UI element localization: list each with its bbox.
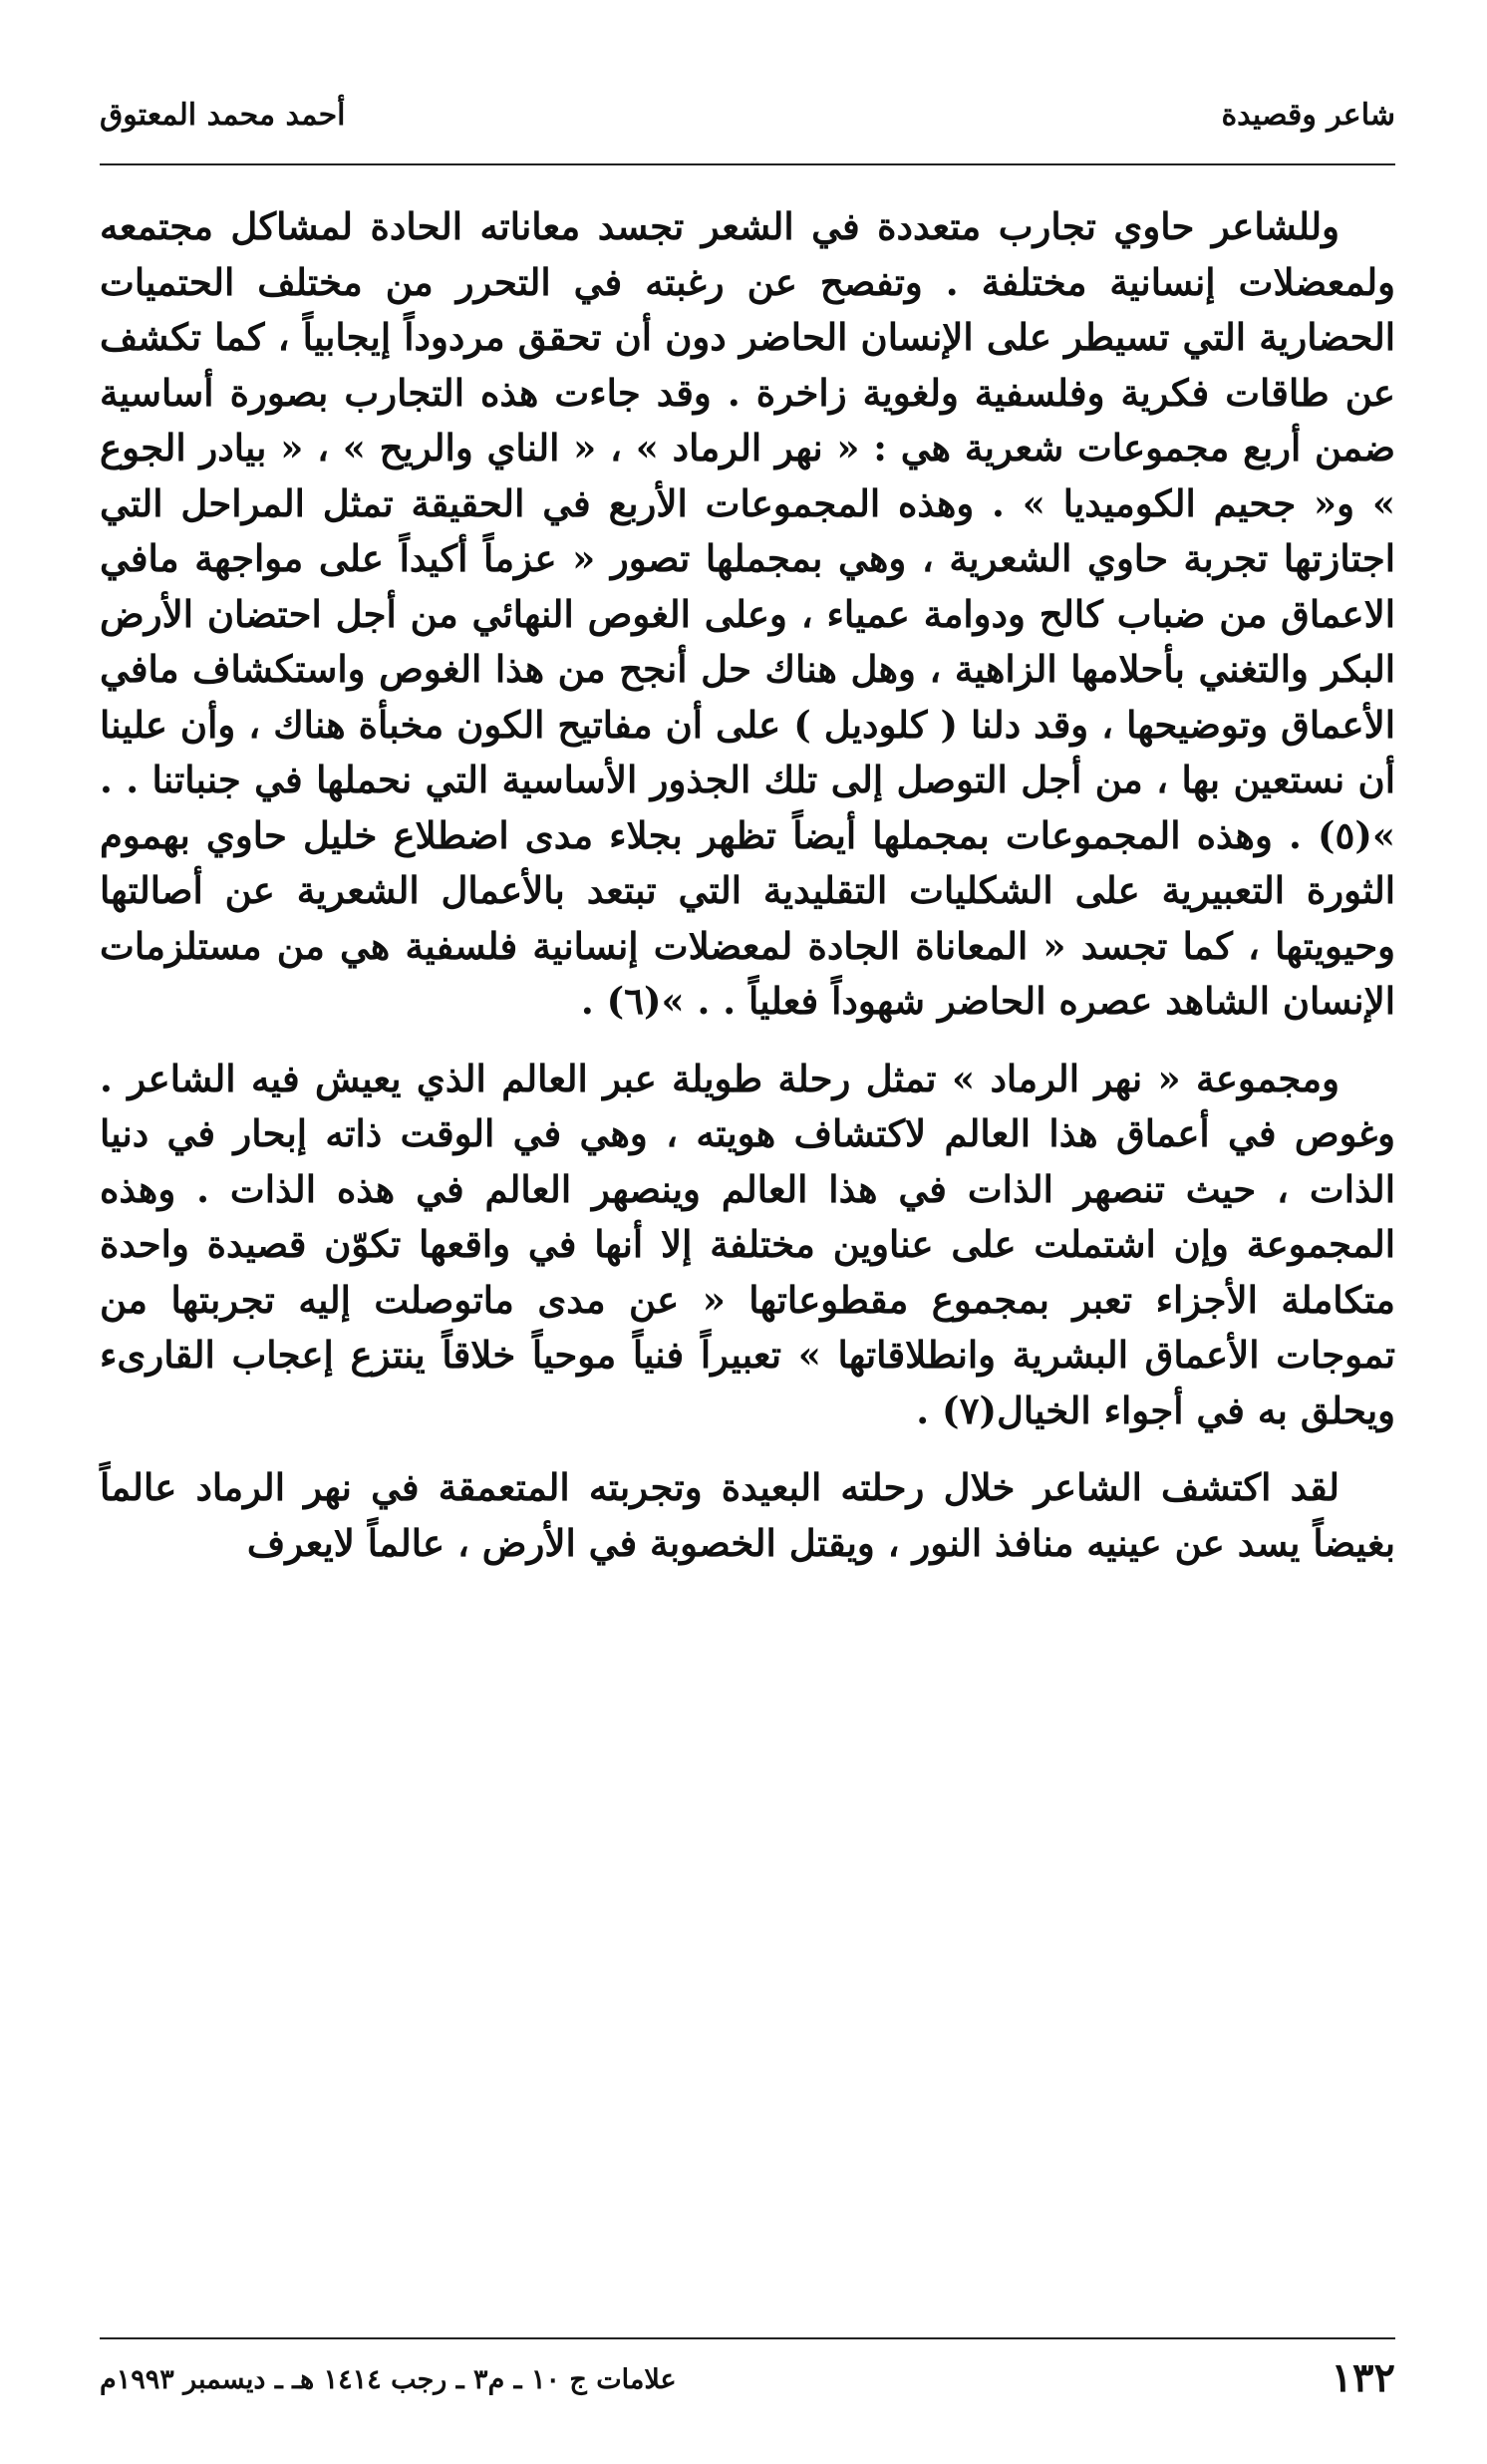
- journal-citation: علامات ج ١٠ ـ م٣ ـ رجب ١٤١٤ هـ ـ ديسمبر ١٩٩٣م: [100, 2364, 677, 2395]
- section-title: شاعر وقصيدة: [1221, 98, 1395, 133]
- running-header: [100, 96, 1395, 146]
- page-footer: [100, 2352, 1395, 2412]
- page-number: ١٣٢: [1331, 2354, 1395, 2401]
- footer-divider: [100, 2337, 1395, 2339]
- paragraph: لقد اكتشف الشاعر خلال رحلته البعيدة وتجربته المتعمقة في نهر الرماد عالماً بغيضاً يسد عن عينيه منافذ النور ، ويقتل الخصوبة في الأرض ، عالماً لايعرف: [100, 1465, 1395, 1565]
- header-divider: [100, 163, 1395, 165]
- article-body: [100, 199, 1395, 1571]
- author-name: أحمد محمد المعتوق: [100, 98, 346, 133]
- paragraph: ومجموعة « نهر الرماد » تمثل رحلة طويلة عبر العالم الذي يعيش فيه الشاعر . وغوص في أعماق هذا العالم لاكتشاف هويته ، وهي في الوقت ذاته إبحار في دنيا الذات ، حيث تنصهر الذات في هذا العالم وينصهر العالم في هذه الذات . وهذه المجموعة وإن اشتملت على عناوين مختلفة إلا أنها في واقعها تكوّن قصيدة واحدة متكاملة الأجزاء تعبر بمجموع مقطوعاتها « عن مدى ماتوصلت إليه تجربتها من تموجات الأعماق البشرية وانطلاقاتها » تعبيراً فنياً موحياً خلاقاً ينتزع إعجاب القارىء ويحلق به في أجواء الخيال(٧) .: [100, 1056, 1395, 1432]
- paragraph: وللشاعر حاوي تجارب متعددة في الشعر تجسد معاناته الحادة لمشاكل مجتمعه ولمعضلات إنسانية مختلفة . وتفصح عن رغبته في التحرر من مختلف الحتميات الحضارية التي تسيطر على الإنسان الحاضر دون أن تحقق مردوداً إيجابياً ، كما تكشف عن طاقات فكرية وفلسفية ولغوية زاخرة . وقد جاءت هذه التجارب بصورة أساسية ضمن أربع مجموعات شعرية هي : « نهر الرماد » ، « الناي والريح » ، « بيادر الجوع » و« جحيم الكوميديا » . وهذه المجموعات الأربع في الحقيقة تمثل المراحل التي اجتازتها تجربة حاوي الشعرية ، وهي بمجملها تصور « عزماً أكيداً على مواجهة مافي الاعماق من ضباب كالح ودوامة عمياء ، وعلى الغوص النهائي من أجل احتضان الأرض البكر والتغني بأحلامها الزاهية ، وهل هناك حل أنجح من هذا الغوص واستكشاف مافي الأعماق وتوضيحها ، وقد دلنا ( كلوديل ) على أن مفاتيح الكون مخبأة هناك ، وأن علينا أن نستعين بها ، من أجل التوصل إلى تلك الجذور الأساسية التي نحملها في جنباتنا . . »(٥) . وهذه المجموعات بمجملها أيضاً تظهر بجلاء مدى اضطلاع خليل حاوي بهموم الثورة التعبيرية على الشكليات التقليدية التي تبتعد بالأعمال الشعرية عن أصالتها وحيويتها ، كما تجسد « المعاناة الجادة لمعضلات إنسانية فلسفية هي من مستلزمات الإنسان الشاهد عصره الحاضر شهوداً فعلياً . . »(٦) .: [100, 204, 1395, 1023]
